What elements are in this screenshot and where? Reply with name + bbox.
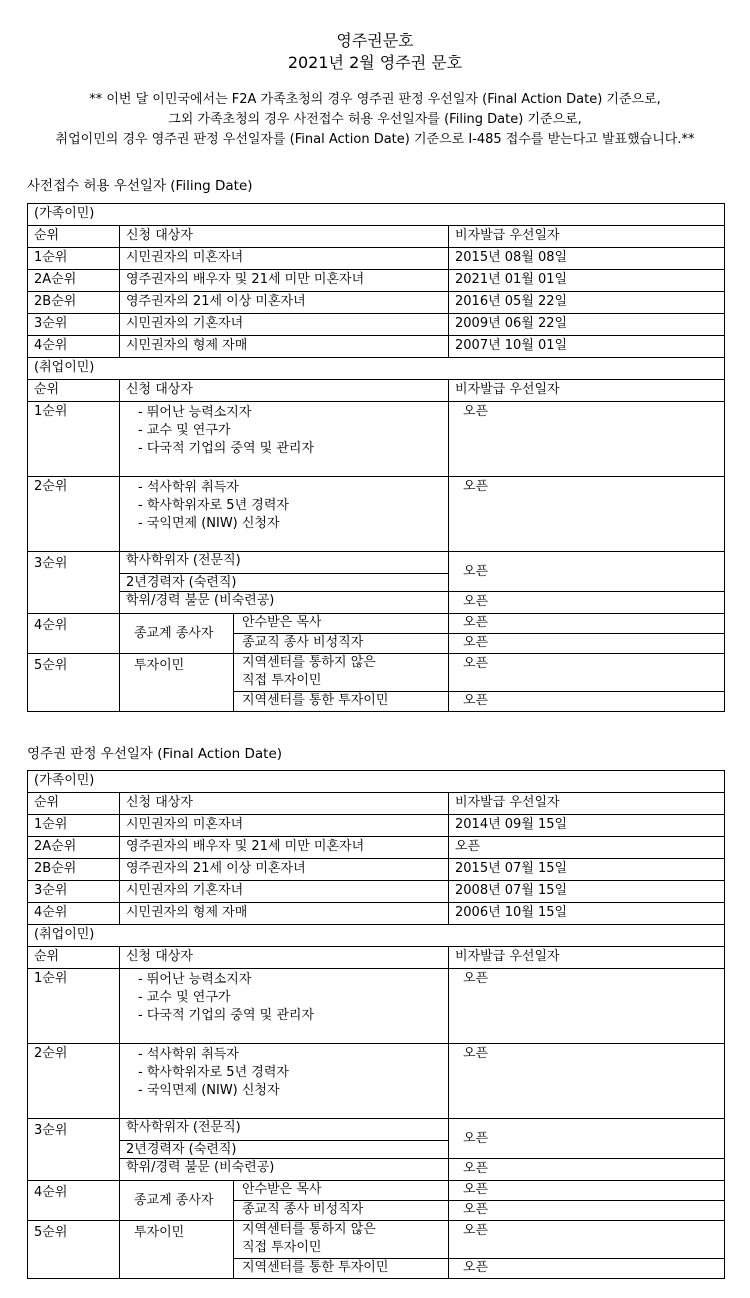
list-item: - 국익면제 (NIW) 신청자 <box>138 516 280 531</box>
category-cell: 투자이민 <box>120 1221 234 1279</box>
table-row <box>28 654 725 692</box>
list-item: - 다국적 기업의 중역 및 관리자 <box>138 1008 315 1023</box>
target-line: 직접 투자이민 <box>242 1240 322 1255</box>
target-cell: 지역센터를 통한 투자이민 <box>234 692 449 712</box>
table-row <box>28 1044 725 1119</box>
list-item: - 뛰어난 능력소지자 <box>138 972 252 987</box>
date-cell: 오픈 <box>449 837 725 859</box>
table-row <box>28 969 725 1044</box>
header-rank: 순위 <box>28 380 120 402</box>
date-cell: 오픈 <box>449 1259 725 1279</box>
header-date: 비자발급 우선일자 <box>449 793 725 815</box>
date-cell: 2015년 08월 08일 <box>449 248 725 270</box>
table-row <box>28 336 725 358</box>
date-cell: 오픈 <box>449 654 725 692</box>
notice-line: 그외 가족초청의 경우 사전접수 허용 우선일자를 (Filing Date) 기준으로, <box>168 112 582 127</box>
rank-cell: 2순위 <box>28 1044 120 1119</box>
rank-cell: 3순위 <box>28 552 120 614</box>
table-row <box>28 552 725 574</box>
date-cell: 2007년 10월 01일 <box>449 336 725 358</box>
date-cell: 오픈 <box>449 402 725 477</box>
notice-line: 취업이민의 경우 영주권 판정 우선일자를 (Final Action Date) 기준으로 I-485 접수를 받는다고 발표했습니다.** <box>55 132 695 147</box>
list-item: - 학사학위자로 5년 경력자 <box>138 498 289 513</box>
header-target: 신청 대상자 <box>120 380 449 402</box>
table-row <box>28 614 725 634</box>
date-cell: 오픈 <box>449 1221 725 1259</box>
table-row <box>28 1159 725 1181</box>
target-cell: 영주권자의 배우자 및 21세 미만 미혼자녀 <box>120 270 449 292</box>
date-cell: 2009년 06월 22일 <box>449 314 725 336</box>
rank-cell: 2B순위 <box>28 859 120 881</box>
list-item: - 교수 및 연구가 <box>138 990 231 1005</box>
header-target: 신청 대상자 <box>120 947 449 969</box>
rank-cell: 1순위 <box>28 402 120 477</box>
filing-date-heading: 사전접수 허용 우선일자 (Filing Date) <box>27 178 253 194</box>
target-line: 직접 투자이민 <box>242 673 322 688</box>
table-row <box>28 1181 725 1201</box>
target-cell: 종교직 종사 비성직자 <box>234 1201 449 1221</box>
target-cell: 학사학위자 (전문직) <box>120 552 449 574</box>
target-cell: 영주권자의 배우자 및 21세 미만 미혼자녀 <box>120 837 449 859</box>
target-cell <box>234 1221 449 1259</box>
table-row <box>28 402 725 477</box>
rank-cell: 2A순위 <box>28 270 120 292</box>
rank-cell: 3순위 <box>28 1119 120 1181</box>
rank-cell: 1순위 <box>28 815 120 837</box>
rank-cell: 1순위 <box>28 248 120 270</box>
date-cell: 오픈 <box>449 592 725 614</box>
target-cell: 학사학위자 (전문직) <box>120 1119 449 1141</box>
date-cell: 오픈 <box>449 634 725 654</box>
target-cell <box>234 654 449 692</box>
target-cell: 안수받은 목사 <box>234 614 449 634</box>
table-row <box>28 1221 725 1259</box>
rank-cell: 5순위 <box>28 1221 120 1279</box>
table-row <box>28 314 725 336</box>
rank-cell: 4순위 <box>28 614 120 654</box>
date-cell: 2006년 10월 15일 <box>449 903 725 925</box>
date-cell: 2014년 09월 15일 <box>449 815 725 837</box>
header-date: 비자발급 우선일자 <box>449 226 725 248</box>
date-cell: 오픈 <box>449 477 725 552</box>
list-item: - 뛰어난 능력소지자 <box>138 405 252 420</box>
table-row <box>28 837 725 859</box>
target-cell: 시민권자의 형제 자매 <box>120 336 449 358</box>
table-row <box>28 859 725 881</box>
table-row <box>28 592 725 614</box>
final-action-date-table <box>27 770 725 1279</box>
target-line: 지역센터를 통하지 않은 <box>242 1222 376 1237</box>
notice-line: ** 이번 달 이민국에서는 F2A 가족초청의 경우 영주권 판정 우선일자 (Final Action Date) 기준으로, <box>89 92 661 107</box>
table-row <box>28 881 725 903</box>
date-cell: 2008년 07월 15일 <box>449 881 725 903</box>
date-cell: 오픈 <box>449 1201 725 1221</box>
date-cell: 오픈 <box>449 969 725 1044</box>
table-row <box>28 248 725 270</box>
date-cell: 오픈 <box>449 692 725 712</box>
employment-group-label: (취업이민) <box>28 925 725 947</box>
date-cell: 2016년 05월 22일 <box>449 292 725 314</box>
date-cell: 오픈 <box>449 614 725 634</box>
target-cell: 학위/경력 불문 (비숙련공) <box>120 592 449 614</box>
target-line: 지역센터를 통하지 않은 <box>242 655 376 670</box>
family-group-label: (가족이민) <box>28 204 725 226</box>
target-cell: 영주권자의 21세 이상 미혼자녀 <box>120 292 449 314</box>
header-rank: 순위 <box>28 226 120 248</box>
table-row <box>28 270 725 292</box>
target-cell: 시민권자의 기혼자녀 <box>120 314 449 336</box>
table-row <box>28 477 725 552</box>
rank-cell: 3순위 <box>28 881 120 903</box>
table-row <box>28 815 725 837</box>
category-cell: 종교계 종사자 <box>120 614 234 654</box>
list-item: - 학사학위자로 5년 경력자 <box>138 1065 289 1080</box>
target-cell: 시민권자의 미혼자녀 <box>120 248 449 270</box>
date-cell: 오픈 <box>449 552 725 592</box>
table-row <box>28 292 725 314</box>
rank-cell: 4순위 <box>28 336 120 358</box>
header-rank: 순위 <box>28 793 120 815</box>
date-cell: 오픈 <box>449 1044 725 1119</box>
list-item: - 교수 및 연구가 <box>138 423 231 438</box>
rank-cell: 1순위 <box>28 969 120 1044</box>
list-item: - 다국적 기업의 중역 및 관리자 <box>138 441 315 456</box>
target-cell <box>120 1044 449 1119</box>
date-cell: 오픈 <box>449 1159 725 1181</box>
list-item: - 석사학위 취득자 <box>138 1047 239 1062</box>
category-cell: 투자이민 <box>120 654 234 712</box>
rank-cell: 4순위 <box>28 903 120 925</box>
rank-cell: 4순위 <box>28 1181 120 1221</box>
rank-cell: 2A순위 <box>28 837 120 859</box>
rank-cell: 2순위 <box>28 477 120 552</box>
target-cell <box>120 402 449 477</box>
rank-cell: 5순위 <box>28 654 120 712</box>
list-item: - 국익면제 (NIW) 신청자 <box>138 1083 280 1098</box>
target-cell: 지역센터를 통한 투자이민 <box>234 1259 449 1279</box>
date-cell: 오픈 <box>449 1181 725 1201</box>
table-row <box>28 903 725 925</box>
family-group-label: (가족이민) <box>28 771 725 793</box>
notice <box>0 90 750 150</box>
header-date: 비자발급 우선일자 <box>449 380 725 402</box>
rank-cell: 3순위 <box>28 314 120 336</box>
header-target: 신청 대상자 <box>120 793 449 815</box>
target-cell: 학위/경력 불문 (비숙련공) <box>120 1159 449 1181</box>
employment-group-label: (취업이민) <box>28 358 725 380</box>
filing-date-table <box>27 203 725 712</box>
header-rank: 순위 <box>28 947 120 969</box>
page-subtitle: 2021년 2월 영주권 문호 <box>287 53 463 72</box>
list-item: - 석사학위 취득자 <box>138 480 239 495</box>
target-cell: 종교직 종사 비성직자 <box>234 634 449 654</box>
date-cell: 2015년 07월 15일 <box>449 859 725 881</box>
final-action-date-heading: 영주권 판정 우선일자 (Final Action Date) <box>27 746 283 762</box>
target-cell: 영주권자의 21세 이상 미혼자녀 <box>120 859 449 881</box>
header-date: 비자발급 우선일자 <box>449 947 725 969</box>
target-cell: 안수받은 목사 <box>234 1181 449 1201</box>
date-cell: 2021년 01월 01일 <box>449 270 725 292</box>
target-cell: 시민권자의 미혼자녀 <box>120 815 449 837</box>
target-cell <box>120 477 449 552</box>
target-cell <box>120 969 449 1044</box>
table-row <box>28 1119 725 1141</box>
target-cell: 2년경력자 (숙련직) <box>120 574 449 592</box>
date-cell: 오픈 <box>449 1119 725 1159</box>
target-cell: 2년경력자 (숙련직) <box>120 1141 449 1159</box>
header-target: 신청 대상자 <box>120 226 449 248</box>
category-cell: 종교계 종사자 <box>120 1181 234 1221</box>
target-cell: 시민권자의 형제 자매 <box>120 903 449 925</box>
page-title: 영주권문호 <box>336 31 414 50</box>
target-cell: 시민권자의 기혼자녀 <box>120 881 449 903</box>
rank-cell: 2B순위 <box>28 292 120 314</box>
